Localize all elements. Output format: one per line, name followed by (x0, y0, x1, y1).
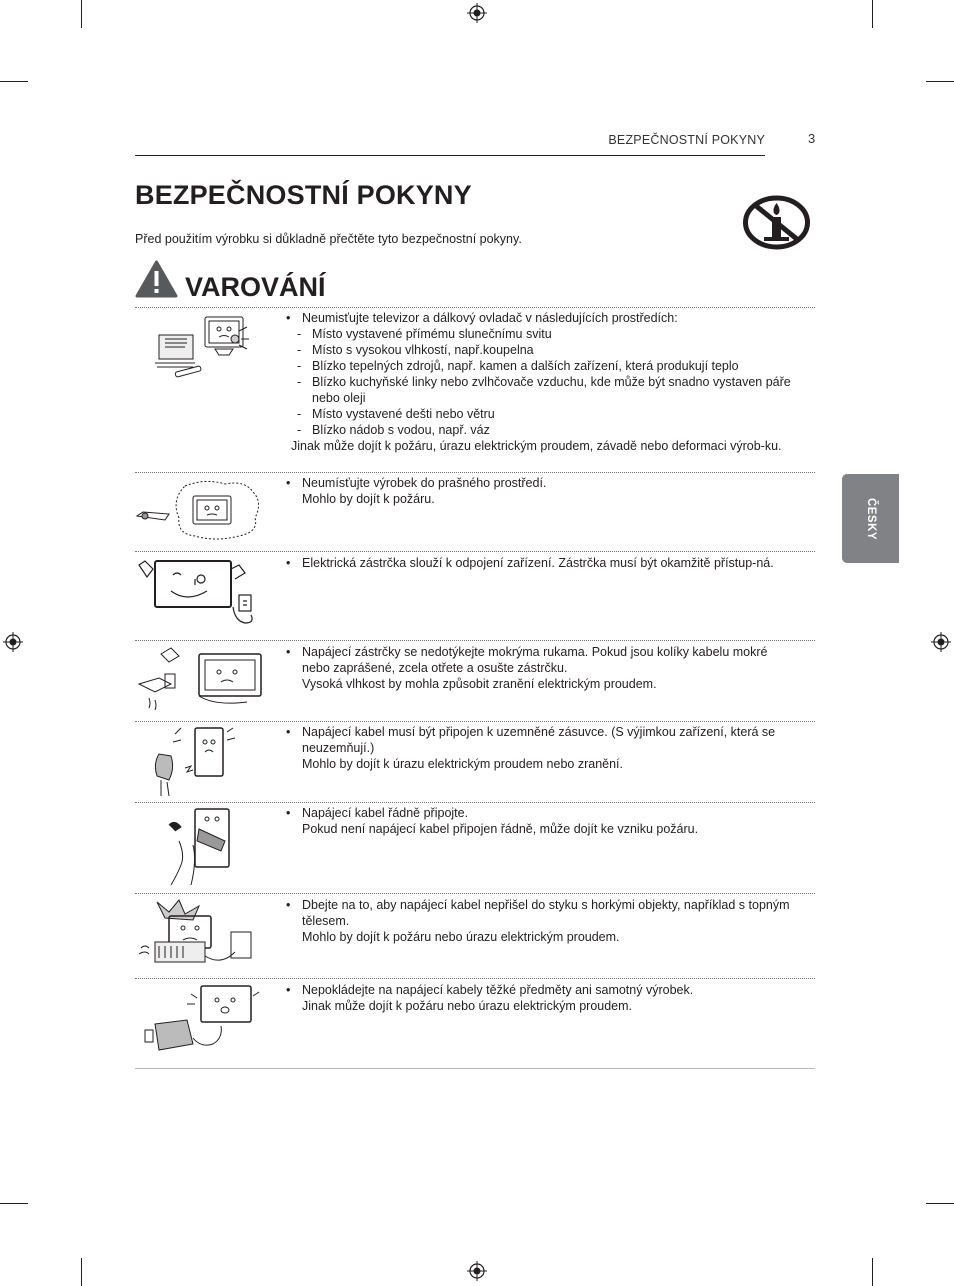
divider (135, 893, 815, 894)
registration-mark-icon (931, 632, 951, 652)
divider (135, 551, 815, 552)
illustration-tv-plug (135, 557, 285, 631)
illustration-plug-firmly (135, 805, 285, 887)
no-open-flame-icon (742, 195, 811, 250)
registration-mark-icon (467, 3, 487, 23)
crop-mark (872, 0, 873, 28)
illustration-dusty-tv (135, 478, 285, 544)
crop-mark (872, 1258, 873, 1286)
illustration-grounded-outlet (135, 724, 285, 800)
warning-item (283, 644, 798, 692)
item-note-text: Mohlo by dojít k požáru nebo úrazu elektrickým proudem. (302, 930, 620, 944)
registration-mark-icon (3, 632, 23, 652)
page-title: BEZPEČNOSTNÍ POKYNY (135, 180, 472, 210)
divider (135, 472, 815, 473)
divider (135, 802, 815, 803)
item-bullet-text: • Neumísťujte výrobek do prašného prostředí. (283, 475, 798, 491)
divider (135, 978, 815, 979)
warning-item (283, 555, 798, 571)
item-note-text: Vysoká vlhkost by mohla způsobit zranění elektrickým proudem. (302, 677, 657, 691)
warning-item (283, 475, 798, 507)
item-note-text: Jinak může dojít k požáru nebo úrazu elektrickým proudem. (302, 999, 633, 1013)
item-sub-text: - Místo vystavené dešti nebo větru (283, 406, 798, 422)
crop-mark (81, 1258, 82, 1286)
item-note-text: Mohlo by dojít k úrazu elektrickým proudem nebo zranění. (302, 757, 623, 771)
divider (135, 640, 815, 641)
warning-item (283, 310, 798, 454)
item-bullet-text: • Nepokládejte na napájecí kabely těžké předměty ani samotný výrobek. (283, 982, 798, 998)
crop-mark (926, 1203, 954, 1204)
illustration-tv-sun-remote (135, 311, 285, 386)
crop-mark (0, 81, 28, 82)
header-rule (135, 155, 765, 156)
item-bullet-text: • Napájecí zástrčky se nedotýkejte mokrýma rukama. Pokud jsou kolíky kabelu mokré nebo zaprášené, zcela otřete a osušte zástrčku. (283, 644, 798, 676)
warning-item (283, 897, 798, 945)
illustration-heavy-object-cable (135, 982, 285, 1060)
item-sub-text: - Blízko nádob s vodou, např. váz (283, 422, 798, 438)
item-sub-text: - Místo s vysokou vlhkostí, např.koupelna (283, 342, 798, 358)
item-bullet-text: • Dbejte na to, aby napájecí kabel nepřišel do styku s horkými objekty, například s topným tělesem. (283, 897, 798, 929)
crop-mark (0, 1203, 28, 1204)
divider (135, 721, 815, 722)
language-tab-label: ČESKY (864, 497, 877, 540)
warning-item (283, 724, 798, 772)
item-note-text: Pokud není napájecí kabel připojen řádně, může dojít ke vzniku požáru. (302, 822, 699, 836)
divider (135, 1068, 815, 1069)
running-header: BEZPEČNOSTNÍ POKYNY (608, 133, 765, 147)
item-bullet-text: • Napájecí kabel řádně připojte. (283, 805, 798, 821)
crop-mark (926, 81, 954, 82)
item-note-text: Mohlo by dojít k požáru. (302, 492, 435, 506)
warning-item (283, 805, 798, 837)
crop-mark (81, 0, 82, 28)
registration-mark-icon (467, 1261, 487, 1281)
item-sub-text: - Blízko kuchyňské linky nebo zvlhčovače vzduchu, kde může být snadno vystaven páře nebo oleji (283, 374, 798, 406)
item-sub-text: - Místo vystavené přímému slunečnímu svitu (283, 326, 798, 342)
item-bullet-text: • Napájecí kabel musí být připojen k uzemněné zásuvce. (S výjimkou zařízení, která se neuzemňují.) (283, 724, 798, 756)
page-number: 3 (808, 131, 816, 146)
warning-heading: VAROVÁNÍ (185, 272, 326, 302)
warning-item (283, 982, 798, 1014)
item-bullet-text: • Neumisťujte televizor a dálkový ovladač v následujících prostředích: (283, 310, 798, 326)
illustration-wet-hands-plug (135, 644, 285, 716)
item-note-text: Jinak může dojít k požáru, úrazu elektrickým proudem, závadě nebo deformaci výrob-ku. (291, 439, 782, 453)
warning-triangle-icon (135, 260, 178, 298)
illustration-cable-heater (135, 896, 285, 976)
item-bullet-text: • Elektrická zástrčka slouží k odpojení zařízení. Zástrčka musí být okamžitě přístup-ná. (283, 555, 798, 571)
divider (135, 307, 815, 308)
item-sub-text: - Blízko tepelných zdrojů, např. kamen a dalších zařízení, která produkují teplo (283, 358, 798, 374)
intro-text: Před použitím výrobku si důkladně přečtěte tyto bezpečnostní pokyny. (135, 232, 522, 246)
language-tab (842, 474, 899, 563)
